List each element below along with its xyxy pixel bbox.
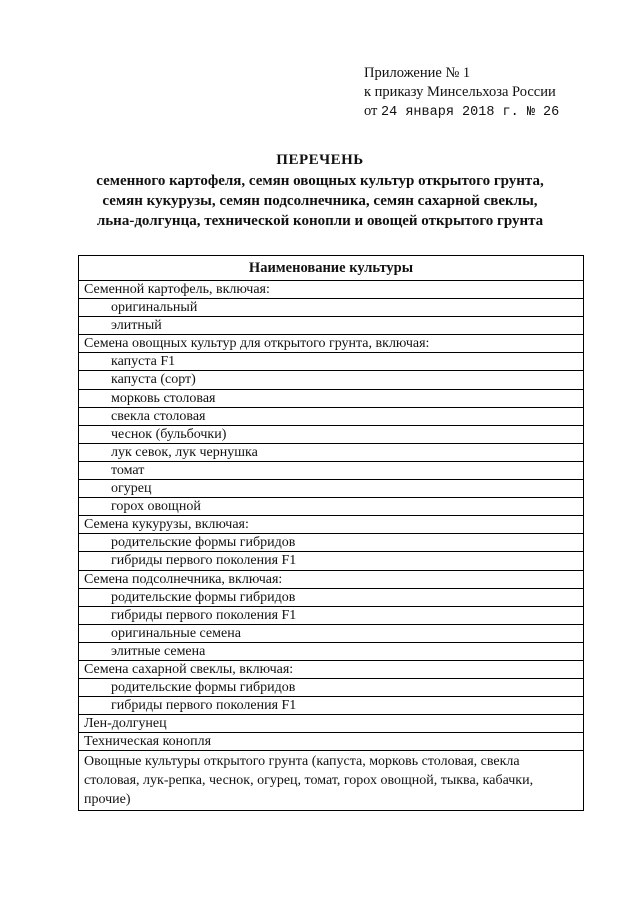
subitem-cell: родительские формы гибридов bbox=[79, 679, 584, 697]
appendix-reference bbox=[364, 64, 559, 122]
table-row bbox=[79, 751, 584, 811]
title-line-3: льна-долгунца, технической конопли и овощей открытого грунта bbox=[96, 213, 544, 229]
table-row bbox=[79, 715, 584, 733]
subitem-cell: томат bbox=[79, 461, 584, 479]
table-row bbox=[79, 353, 584, 371]
table-row bbox=[79, 407, 584, 425]
table-row bbox=[79, 461, 584, 479]
appendix-order-ref: к приказу Минсельхоза России bbox=[364, 84, 556, 100]
subitem-cell: горох овощной bbox=[79, 498, 584, 516]
category-cell: Семена сахарной свеклы, включая: bbox=[79, 660, 584, 678]
table-row bbox=[79, 498, 584, 516]
subitem-cell: гибриды первого поколения F1 bbox=[79, 552, 584, 570]
subitem-cell: огурец bbox=[79, 480, 584, 498]
table-row bbox=[79, 697, 584, 715]
document-title bbox=[0, 150, 640, 231]
table-row bbox=[79, 480, 584, 498]
table-row bbox=[79, 606, 584, 624]
subitem-cell: капуста (сорт) bbox=[79, 371, 584, 389]
table-row bbox=[79, 570, 584, 588]
subitem-cell: оригинальные семена bbox=[79, 624, 584, 642]
category-cell: Семена овощных культур для открытого грунта, включая: bbox=[79, 335, 584, 353]
column-header-crop-name: Наименование культуры bbox=[79, 256, 584, 281]
subitem-cell: чеснок (бульбочки) bbox=[79, 425, 584, 443]
table-row bbox=[79, 679, 584, 697]
appendix-date-prefix: от bbox=[364, 103, 382, 119]
table-row bbox=[79, 660, 584, 678]
subitem-cell: лук севок, лук чернушка bbox=[79, 443, 584, 461]
table-row bbox=[79, 642, 584, 660]
subitem-cell: гибриды первого поколения F1 bbox=[79, 697, 584, 715]
table-row bbox=[79, 552, 584, 570]
table-row bbox=[79, 443, 584, 461]
table-row bbox=[79, 371, 584, 389]
subitem-cell: оригинальный bbox=[79, 299, 584, 317]
subitem-cell: гибриды первого поколения F1 bbox=[79, 606, 584, 624]
subitem-cell: элитный bbox=[79, 317, 584, 335]
subitem-cell: морковь столовая bbox=[79, 389, 584, 407]
category-cell: Семена подсолнечника, включая: bbox=[79, 570, 584, 588]
table-header-row bbox=[79, 256, 584, 281]
category-cell: Семенной картофель, включая: bbox=[79, 281, 584, 299]
table-row bbox=[79, 425, 584, 443]
category-cell: Овощные культуры открытого грунта (капуста, морковь столовая, свекла столовая, лук-репка, чеснок, огурец, томат, горох овощной, тыква, кабачки, прочие) bbox=[79, 751, 584, 811]
subitem-cell: капуста F1 bbox=[79, 353, 584, 371]
subitem-cell: родительские формы гибридов bbox=[79, 588, 584, 606]
subitem-cell: элитные семена bbox=[79, 642, 584, 660]
table-row bbox=[79, 281, 584, 299]
table-row bbox=[79, 534, 584, 552]
subitem-cell: свекла столовая bbox=[79, 407, 584, 425]
table-row bbox=[79, 588, 584, 606]
table-row bbox=[79, 516, 584, 534]
crops-table bbox=[78, 255, 584, 811]
table-row bbox=[79, 733, 584, 751]
table-row bbox=[79, 317, 584, 335]
category-cell: Лен-долгунец bbox=[79, 715, 584, 733]
table-row bbox=[79, 389, 584, 407]
appendix-order-date bbox=[364, 102, 559, 122]
table-row bbox=[79, 624, 584, 642]
subitem-cell: родительские формы гибридов bbox=[79, 534, 584, 552]
appendix-date-number: 24 января 2018 г. № 26 bbox=[381, 105, 560, 120]
table-row bbox=[79, 299, 584, 317]
category-cell: Семена кукурузы, включая: bbox=[79, 516, 584, 534]
title-heading: ПЕРЕЧЕНЬ bbox=[276, 152, 364, 168]
appendix-number: Приложение № 1 bbox=[364, 65, 471, 81]
title-line-2: семян кукурузы, семян подсолнечника, семян сахарной свеклы, bbox=[102, 193, 538, 209]
category-cell: Техническая конопля bbox=[79, 733, 584, 751]
title-line-1: семенного картофеля, семян овощных культур открытого грунта, bbox=[96, 173, 544, 189]
table-row bbox=[79, 335, 584, 353]
